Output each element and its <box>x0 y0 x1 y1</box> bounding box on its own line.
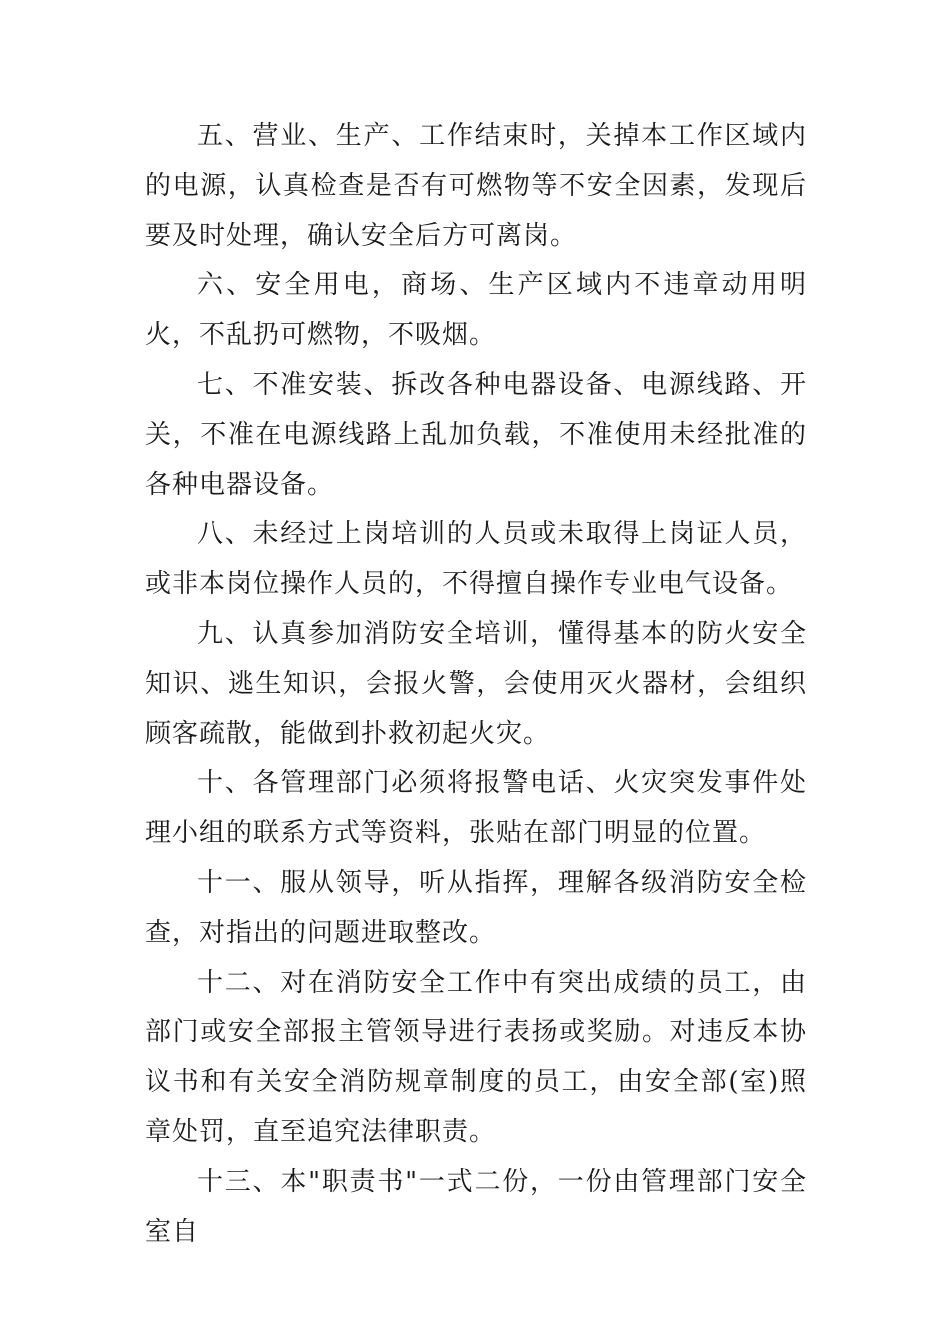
paragraph-item-13: 十三、本"职责书"一式二份，一份由管理部门安全室自 <box>145 1166 807 1247</box>
paragraph-item-12: 十二、对在消防安全工作中有突出成绩的员工，由部门或安全部报主管领导进行表扬或奖励。对违反本协议书和有关安全消防规章制度的员工，由安全部(室)照章处罚，直至追究法律职责。 <box>145 967 807 1147</box>
paragraph-item-9: 九、认真参加消防安全培训，懂得基本的防火安全知识、逃生知识，会报火警，会使用灭火器材，会组织顾客疏散，能做到扑救初起火灾。 <box>145 618 807 749</box>
paragraph-item-5: 五、营业、生产、工作结束时，关掉本工作区域内的电源，认真检查是否有可燃物等不安全因素，发现后要及时处理，确认安全后方可离岗。 <box>145 121 807 251</box>
paragraph-item-7: 七、不准安装、拆改各种电器设备、电源线路、开关，不准在电源线路上乱加负载，不准使用未经批准的各种电器设备。 <box>145 369 807 500</box>
document-body <box>145 112 807 1257</box>
paragraph-item-6: 六、安全用电，商场、生产区域内不违章动用明火，不乱扔可燃物，不吸烟。 <box>145 270 807 351</box>
paragraph-item-11: 十一、服从领导，听从指挥，理解各级消防安全检查，对指出的问题进取整改。 <box>145 867 807 948</box>
paragraph-item-10: 十、各管理部门必须将报警电话、火灾突发事件处理小组的联系方式等资料，张贴在部门明显的位置。 <box>145 768 807 849</box>
paragraph-item-8: 八、未经过上岗培训的人员或未取得上岗证人员，或非本岗位操作人员的，不得擅自操作专业电气设备。 <box>145 519 807 600</box>
